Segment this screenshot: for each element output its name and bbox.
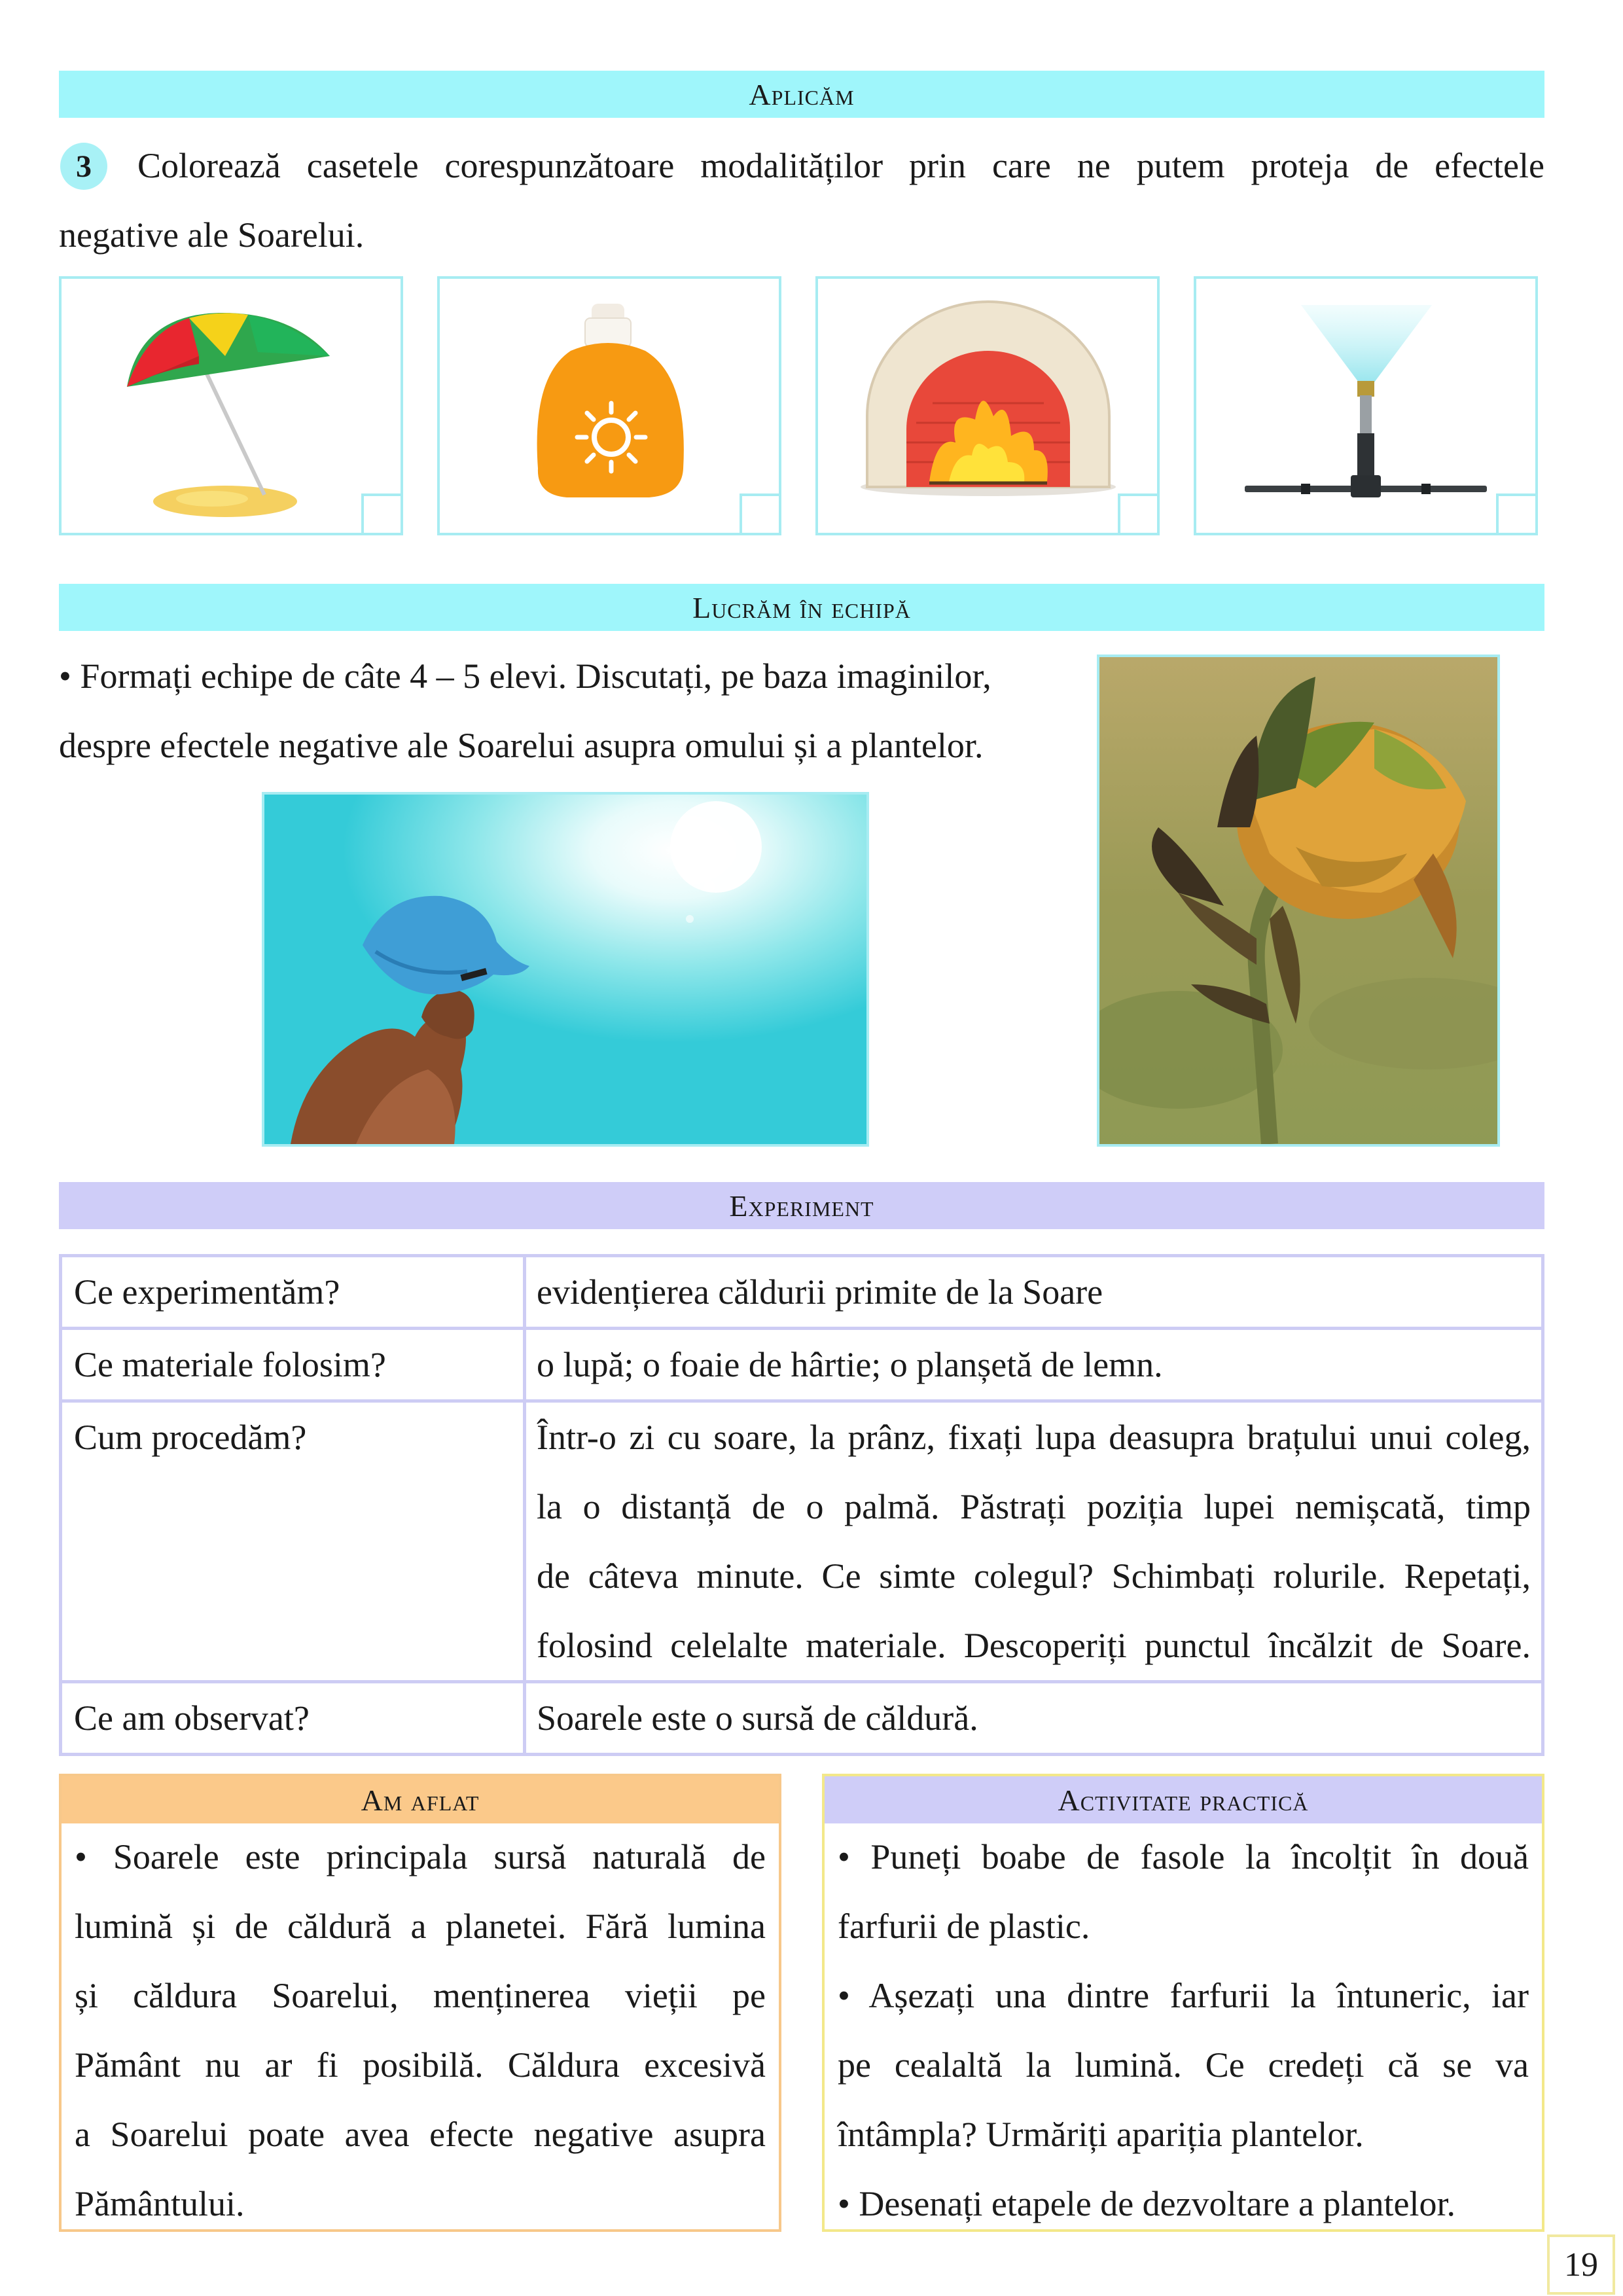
section-experiment-title: Experiment: [729, 1189, 874, 1223]
am-aflat-line-1: • Soarele este principala sursă naturală de: [75, 1837, 766, 1876]
option-checkbox-4[interactable]: [1496, 493, 1535, 533]
am-aflat-box: [59, 1774, 781, 2232]
option-box-umbrella: [59, 276, 403, 535]
am-aflat-text: [75, 1822, 766, 2238]
activitate-practica-title: Activitate practică: [1058, 1783, 1309, 1817]
table-row: [61, 1256, 1543, 1329]
question-cell: Ce materiale folosim?: [61, 1329, 525, 1401]
section-aplicam-header: [59, 71, 1544, 118]
section-aplicam-title: Aplicăm: [749, 77, 855, 111]
answer-cell: [525, 1401, 1543, 1682]
activitate-practica-text: [838, 1822, 1529, 2238]
table-row: [61, 1682, 1543, 1755]
am-aflat-line-3: și căldura Soarelui, menținerea vieții pe: [75, 1976, 766, 2015]
option-checkbox-1[interactable]: [361, 493, 401, 533]
wilted-sunflower-photo: [1097, 655, 1500, 1147]
beach-umbrella-icon: [62, 279, 401, 533]
activitate-line-5: întâmpla? Urmăriți apariția plantelor.: [838, 2115, 1364, 2154]
section-team-title: Lucrăm în echipă: [692, 590, 911, 624]
option-box-sprinkler: [1194, 276, 1538, 535]
answer-cell: Soarele este o sursă de căldură.: [525, 1682, 1543, 1755]
section-experiment-header: [59, 1182, 1544, 1229]
exercise-number-badge: 3: [60, 143, 107, 190]
exercise-instruction-line2: negative ale Soarelui.: [59, 215, 365, 255]
procedure-line-1: Într-o zi cu soare, la prânz, fixați lupa deasupra brațului unui coleg,: [537, 1418, 1531, 1457]
question-cell: Ce am observat?: [61, 1682, 525, 1755]
procedure-line-4: folosind celelalte materiale. Descoperiți punctul încălzit de Soare.: [537, 1626, 1531, 1665]
question-cell: Cum procedăm?: [61, 1401, 525, 1682]
table-row: [61, 1401, 1543, 1682]
activitate-line-4: pe cealaltă la lumină. Ce credeți că se va: [838, 2045, 1529, 2085]
activitate-practica-header: [825, 1776, 1542, 1823]
answer-cell: evidențierea căldurii primite de la Soare: [525, 1256, 1543, 1329]
boy-sun-photo: [262, 792, 869, 1147]
table-row: [61, 1329, 1543, 1401]
option-checkbox-3[interactable]: [1118, 493, 1157, 533]
page-number: 19: [1547, 2234, 1615, 2295]
question-cell: Ce experimentăm?: [61, 1256, 525, 1329]
option-box-sunscreen: [437, 276, 781, 535]
am-aflat-title: Am aflat: [361, 1783, 480, 1817]
water-sprinkler-icon: [1196, 279, 1535, 533]
am-aflat-line-6: Pământului.: [75, 2184, 245, 2223]
am-aflat-line-5: a Soarelui poate avea efecte negative asupra: [75, 2115, 766, 2154]
team-task-line1: • Formați echipe de câte 4 – 5 elevi. Discutați, pe baza imaginilor,: [59, 656, 991, 696]
am-aflat-header: [62, 1776, 779, 1823]
activitate-line-3: • Așezați una dintre farfurii la întuneric, iar: [838, 1976, 1529, 2015]
am-aflat-line-2: lumină și de căldură a planetei. Fără lumina: [75, 1907, 766, 1946]
activitate-line-6: • Desenați etapele de dezvoltare a plantelor.: [838, 2184, 1455, 2223]
experiment-table: [59, 1254, 1544, 1756]
activitate-line-1: • Puneți boabe de fasole la încolțit în două: [838, 1837, 1529, 1876]
answer-cell: o lupă; o foaie de hârtie; o planșetă de lemn.: [525, 1329, 1543, 1401]
section-team-header: [59, 584, 1544, 631]
option-box-fireplace: [815, 276, 1160, 535]
am-aflat-line-4: Pământ nu ar fi posibilă. Căldura excesivă: [75, 2045, 766, 2085]
procedure-line-2: la o distanță de o palmă. Păstrați poziția lupei nemișcată, timp: [537, 1487, 1531, 1526]
sunscreen-bottle-icon: [440, 279, 779, 533]
team-task-line2: despre efectele negative ale Soarelui asupra omului și a plantelor.: [59, 726, 984, 765]
fireplace-oven-icon: [818, 279, 1157, 533]
activitate-practica-box: [822, 1774, 1544, 2232]
activitate-line-2: farfurii de plastic.: [838, 1907, 1090, 1946]
procedure-line-3: de câteva minute. Ce simte colegul? Schimbați rolurile. Repetați,: [537, 1556, 1531, 1596]
option-checkbox-2[interactable]: [740, 493, 779, 533]
exercise-instruction-line1: Colorează casetele corespunzătoare modalităților prin care ne putem proteja de efectele: [137, 146, 1544, 185]
